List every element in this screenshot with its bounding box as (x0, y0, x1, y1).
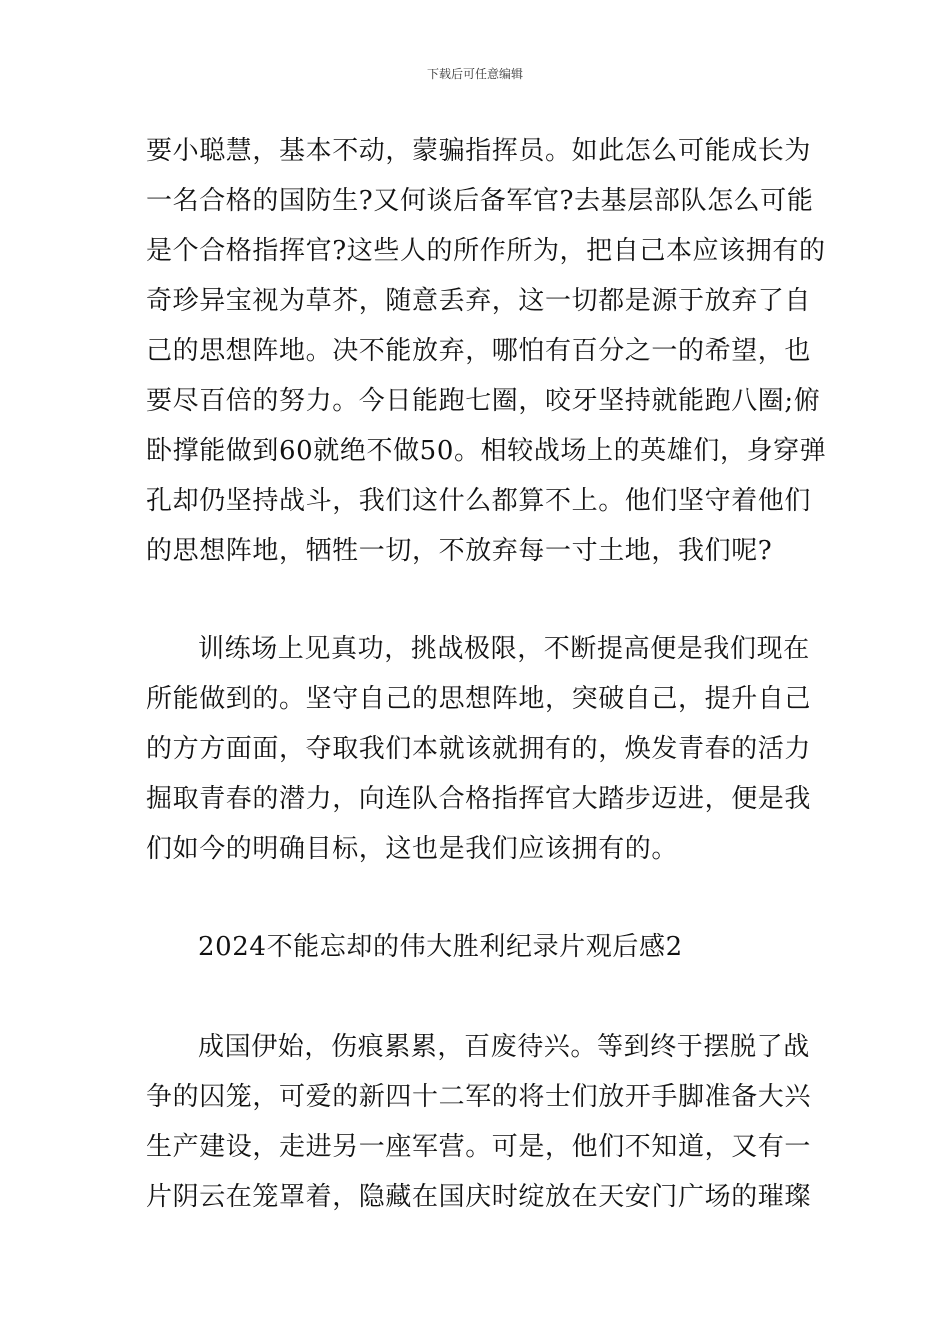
text-line: 片阴云在笼罩着，隐藏在国庆时绽放在天安门广场的璀璨 (146, 1182, 812, 1212)
text-line: 奇珍异宝视为草芥，随意丢弃，这一切都是源于放弃了自 (146, 286, 812, 316)
text-line: 的方方面面，夺取我们本就该就拥有的，焕发青春的活力 (146, 734, 812, 764)
text-line: 所能做到的。坚守自己的思想阵地，突破自己，提升自己 (146, 684, 812, 714)
text-line: 要尽百倍的努力。今日能跑七圈，咬牙坚持就能跑八圈;俯 (146, 386, 821, 416)
text-line: 掘取青春的潜力，向连队合格指挥官大踏步迈进，便是我 (146, 784, 812, 814)
text-line: 是个合格指挥官?这些人的所作所为，把自己本应该拥有的 (146, 236, 826, 266)
text-line: 己的思想阵地。决不能放弃，哪怕有百分之一的希望，也 (146, 336, 812, 366)
text-line: 争的囚笼，可爱的新四十二军的将士们放开手脚准备大兴 (146, 1082, 812, 1112)
text-line: 们如今的明确目标，这也是我们应该拥有的。 (146, 834, 679, 864)
text-line: 一名合格的国防生?又何谈后备军官?去基层部队怎么可能 (146, 186, 814, 216)
text-line: 要小聪慧，基本不动，蒙骗指挥员。如此怎么可能成长为 (146, 136, 812, 166)
text-line: 的思想阵地，牺牲一切，不放弃每一寸土地，我们呢? (146, 536, 773, 566)
text-line: 卧撑能做到60就绝不做50。相较战场上的英雄们，身穿弹 (146, 436, 827, 466)
text-line: 孔却仍坚持战斗，我们这什么都算不上。他们坚守着他们 (146, 486, 812, 516)
page-header-note: 下载后可任意编辑 (426, 67, 523, 81)
text-line: 训练场上见真功，挑战极限，不断提高便是我们现在 (198, 634, 810, 664)
text-line: 生产建设，走进另一座军营。可是，他们不知道，又有一 (146, 1132, 812, 1162)
section-title: 2024不能忘却的伟大胜利纪录片观后感2 (198, 932, 683, 962)
text-line: 成国伊始，伤痕累累，百废待兴。等到终于摆脱了战 (198, 1032, 810, 1062)
